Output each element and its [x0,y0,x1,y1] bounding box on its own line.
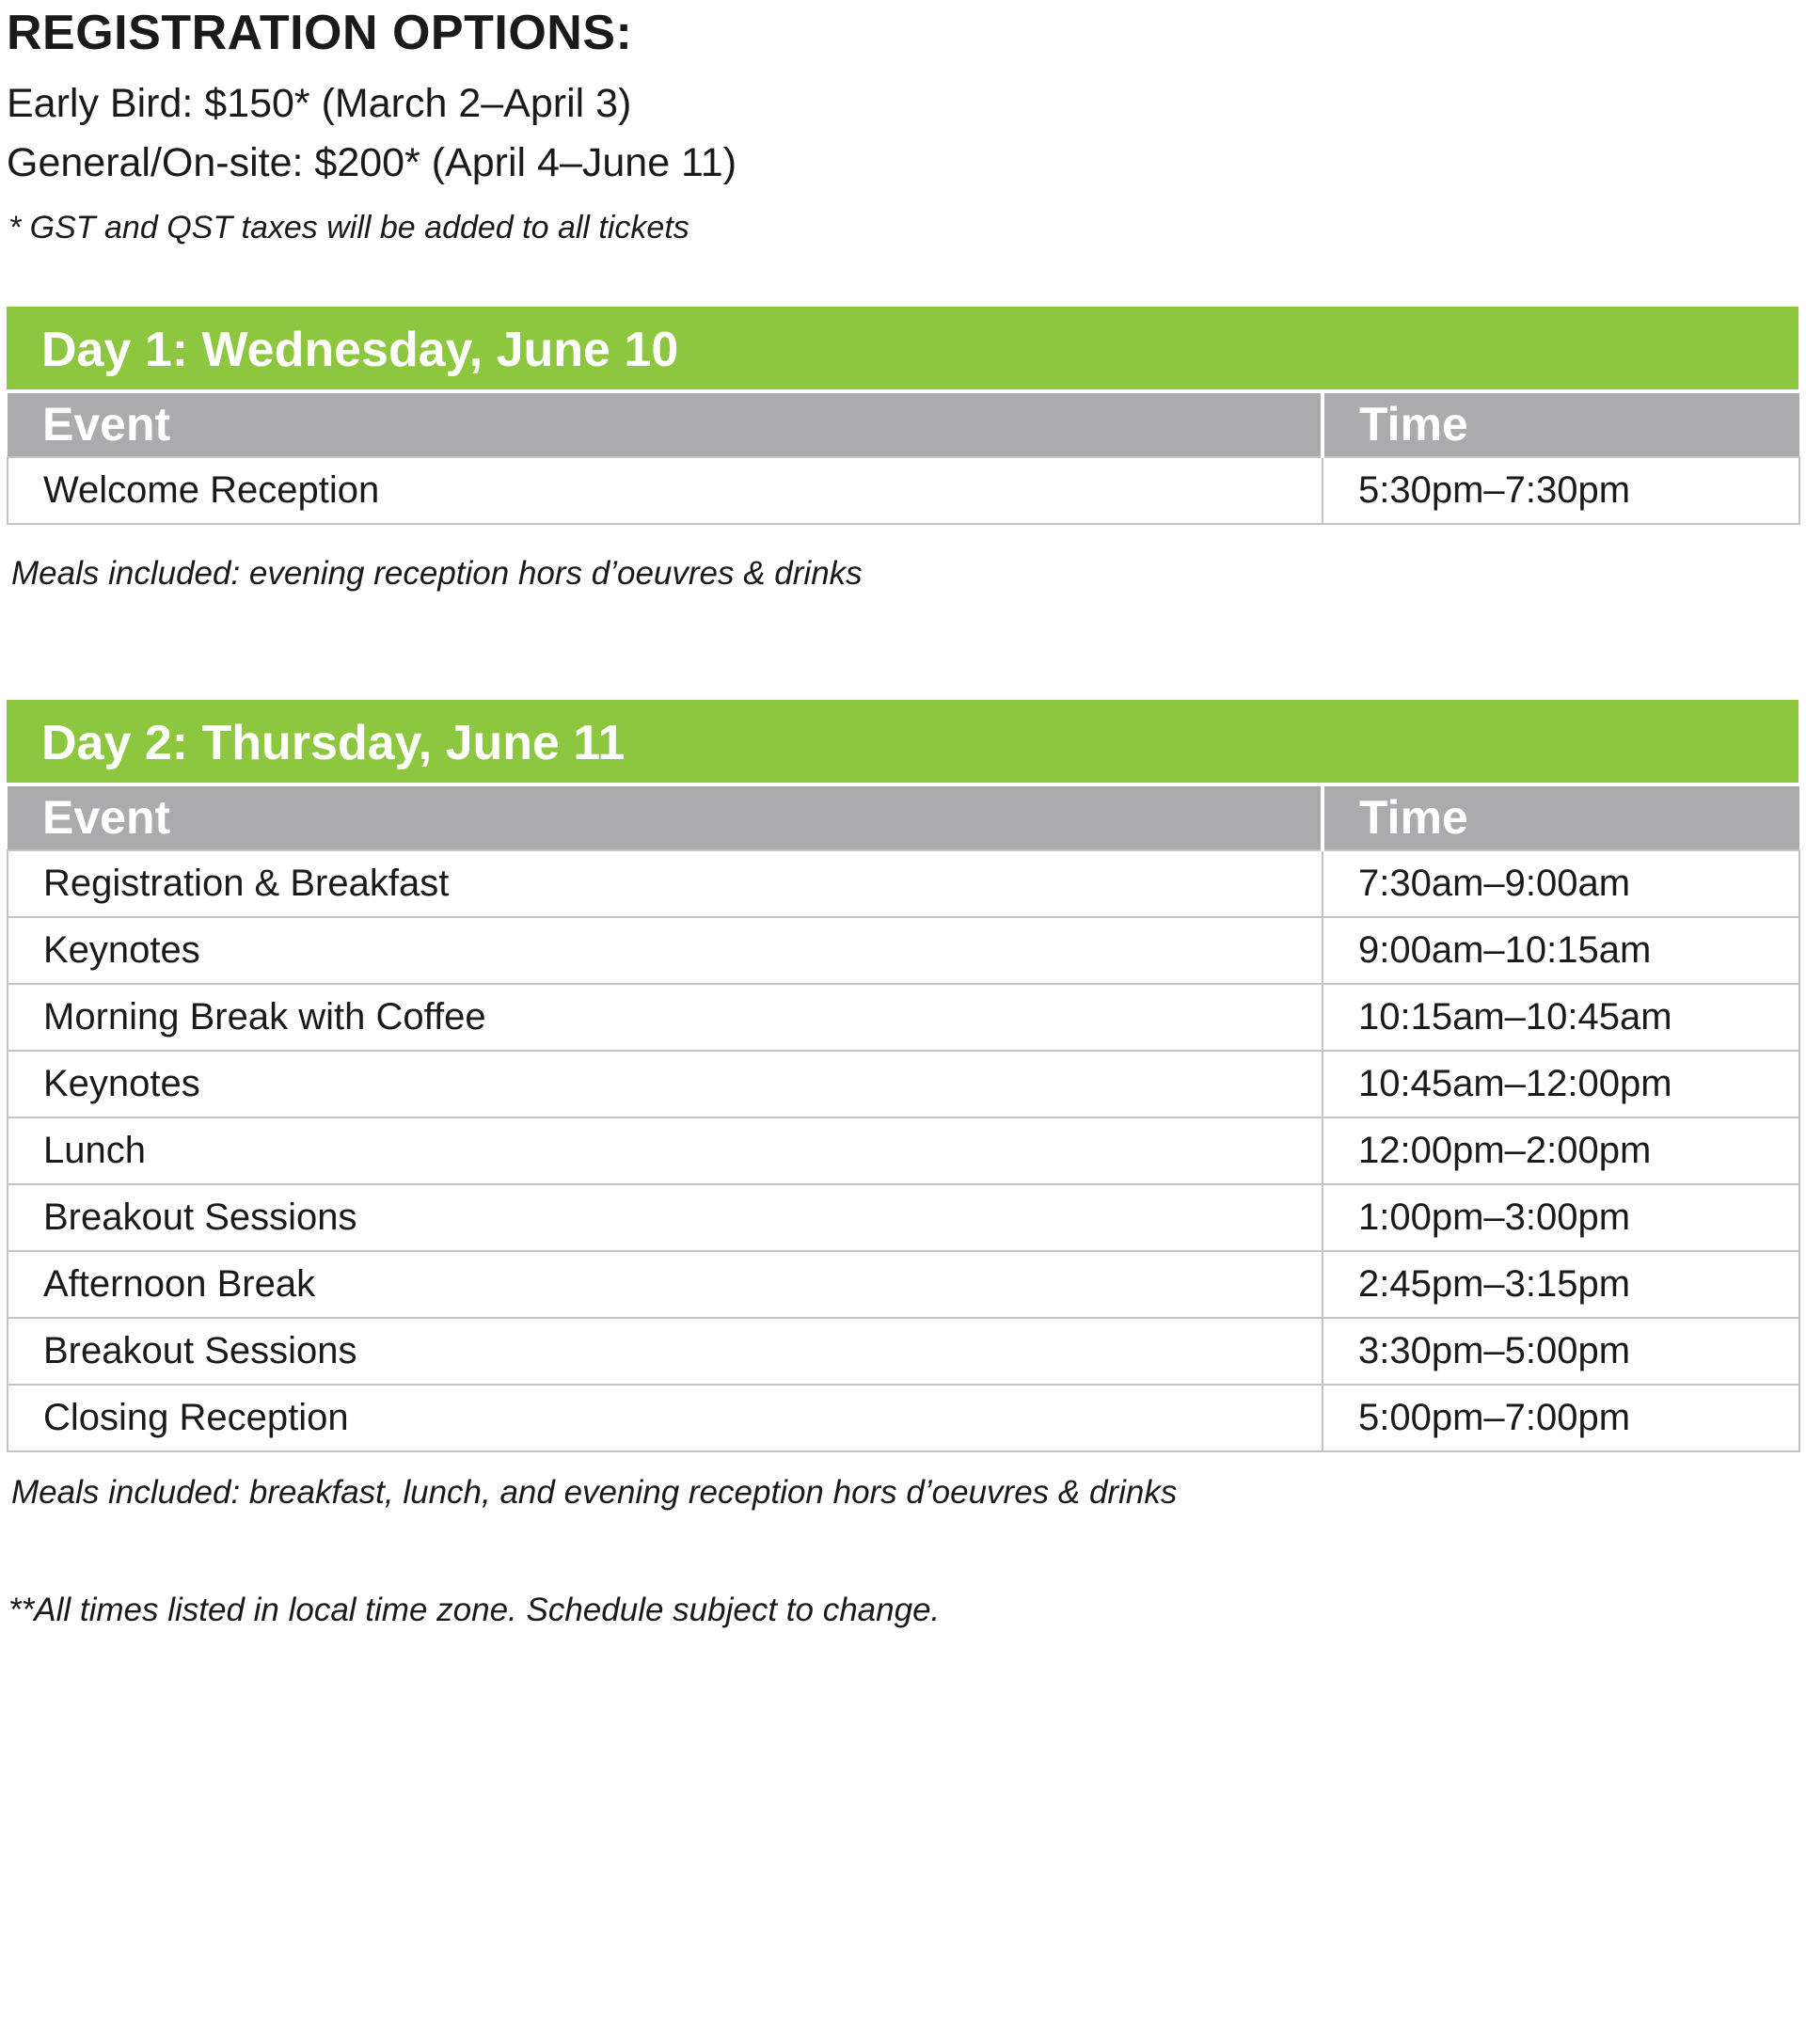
table-row [8,850,1799,917]
day1-column-headers [8,391,1799,457]
event-column-header: Event [8,391,1323,457]
table-row [8,1117,1799,1184]
registration-options-title: REGISTRATION OPTIONS: [7,6,633,60]
day2-meals-note: Meals included: breakfast, lunch, and evening reception hors d’oeuvres & drinks [11,1474,1178,1511]
time-cell: 9:00am–10:15am [1323,917,1799,984]
day2-table [7,783,1800,1452]
event-cell: Closing Reception [8,1385,1323,1451]
day2-column-headers [8,784,1799,850]
table-row [8,1251,1799,1318]
table-row [8,1051,1799,1117]
day1-table [7,389,1800,525]
event-cell: Welcome Reception [8,457,1323,524]
time-cell: 1:00pm–3:00pm [1323,1184,1799,1251]
time-cell: 12:00pm–2:00pm [1323,1117,1799,1184]
time-cell: 5:30pm–7:30pm [1323,457,1799,524]
event-cell: Keynotes [8,1051,1323,1117]
time-cell: 10:15am–10:45am [1323,984,1799,1051]
table-row [8,1318,1799,1385]
table-row [8,1184,1799,1251]
time-column-header: Time [1323,784,1799,850]
schedule-footnote: **All times listed in local time zone. Schedule subject to change. [8,1592,941,1628]
event-cell: Breakout Sessions [8,1184,1323,1251]
day1-header: Day 1: Wednesday, June 10 [7,307,1798,389]
time-cell: 7:30am–9:00am [1323,850,1799,917]
day1-meals-note: Meals included: evening reception hors d’oeuvres & drinks [11,555,863,592]
table-row [8,917,1799,984]
event-cell: Keynotes [8,917,1323,984]
event-cell: Morning Break with Coffee [8,984,1323,1051]
tax-note: * GST and QST taxes will be added to all tickets [8,210,689,246]
time-cell: 3:30pm–5:00pm [1323,1318,1799,1385]
table-row [8,457,1799,524]
event-cell: Lunch [8,1117,1323,1184]
event-cell: Breakout Sessions [8,1318,1323,1385]
event-column-header: Event [8,784,1323,850]
time-column-header: Time [1323,391,1799,457]
time-cell: 2:45pm–3:15pm [1323,1251,1799,1318]
event-cell: Registration & Breakfast [8,850,1323,917]
day2-header: Day 2: Thursday, June 11 [7,700,1798,783]
event-cell: Afternoon Break [8,1251,1323,1318]
time-cell: 10:45am–12:00pm [1323,1051,1799,1117]
time-cell: 5:00pm–7:00pm [1323,1385,1799,1451]
early-bird-price: Early Bird: $150* (March 2–April 3) [7,81,632,126]
day1-schedule [7,307,1798,525]
general-price: General/On-site: $200* (April 4–June 11) [7,140,737,185]
table-row [8,984,1799,1051]
table-row [8,1385,1799,1451]
day2-schedule [7,700,1798,1452]
